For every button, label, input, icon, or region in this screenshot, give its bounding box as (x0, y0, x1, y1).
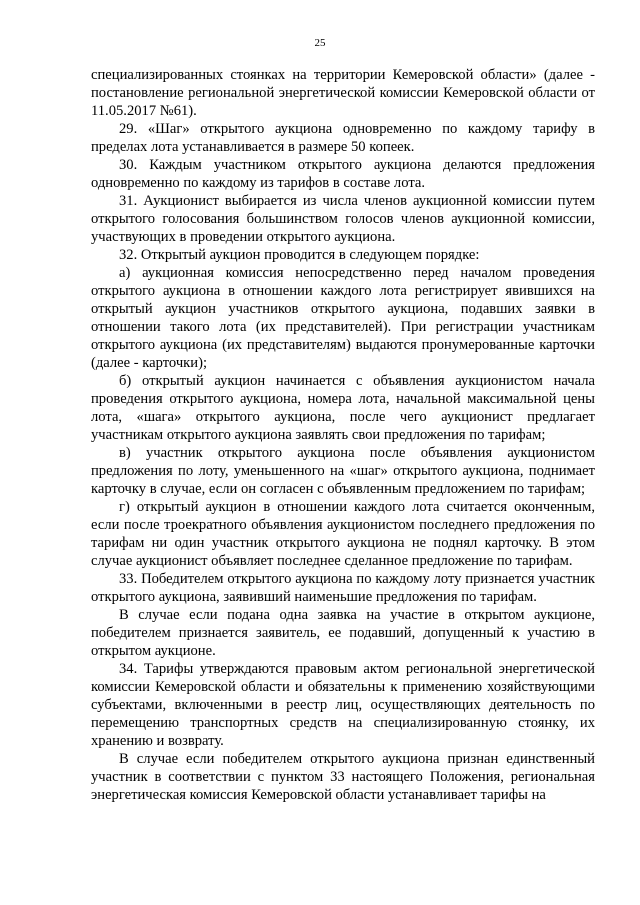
paragraph-continuation: специализированных стоянках на территории Кемеровской области» (далее - постановление региональной энергетической комиссии Кемеровской области от 11.05.2017 №61). (91, 67, 595, 119)
paragraph-31: 31. Аукционист выбирается из числа членов аукционной комиссии путем открытого голосования большинством голосов членов аукционной комиссии, участвующих в проведении открытого аукциона. (91, 193, 595, 245)
paragraph-29: 29. «Шаг» открытого аукциона одновременно по каждому тарифу в пределах лота устанавливается в размере 50 копеек. (91, 121, 595, 155)
paragraph-33-single-bid: В случае если подана одна заявка на участие в открытом аукционе, победителем признается заявитель, ее подавший, допущенный к участию в открытом аукционе. (91, 607, 595, 659)
paragraph-32-a: а) аукционная комиссия непосредственно перед началом проведения открытого аукциона в отношении каждого лота регистрирует явившихся на открытый аукцион участников открытого аукциона, подавших заявки в отношении такого лота (их представителей). При регистрации участникам открытого аукциона (их представителям) выдаются пронумерованные карточки (далее - карточки); (91, 265, 595, 371)
paragraph-32: 32. Открытый аукцион проводится в следующем порядке: (119, 247, 480, 263)
paragraph-33: 33. Победителем открытого аукциона по каждому лоту признается участник открытого аукциона, заявивший наименьшие предложения по тарифам. (91, 571, 595, 605)
paragraph-34: 34. Тарифы утверждаются правовым актом региональной энергетической комиссии Кемеровской области и обязательны к применению хозяйствующими субъектами, включенными в реестр лиц, осуществляющих деятельность по перемещению транспортных средств на специализированную стоянку, их хранению и возврату. (91, 661, 595, 749)
paragraph-32-g: г) открытый аукцион в отношении каждого лота считается оконченным, если после троекратного объявления аукционистом последнего предложения по тарифам ни один участник открытого аукциона не поднял карточку. В этом случае аукционист объявляет последнее сделанное предложение по тарифам. (91, 499, 595, 569)
paragraph-30: 30. Каждым участником открытого аукциона делаются предложения одновременно по каждому из тарифов в составе лота. (91, 157, 595, 191)
page-number: 25 (314, 37, 326, 49)
paragraph-32-v: в) участник открытого аукциона после объявления аукционистом предложения по лоту, уменьшенного на «шаг» открытого аукциона, поднимает карточку в случае, если он согласен с объявленным предложением по тарифам; (91, 445, 595, 497)
document-body (91, 66, 595, 804)
paragraph-34-single-winner: В случае если победителем открытого аукциона признан единственный участник в соответствии с пунктом 33 настоящего Положения, региональная энергетическая комиссия Кемеровской области устанавливает тарифы на (91, 751, 595, 803)
paragraph-32-b: б) открытый аукцион начинается с объявления аукционистом начала проведения открытого аукциона, номера лота, начальной максимальной цены лота, «шага» открытого аукциона, после чего аукционист предлагает участникам открытого аукциона заявлять свои предложения по тарифам; (91, 373, 595, 443)
